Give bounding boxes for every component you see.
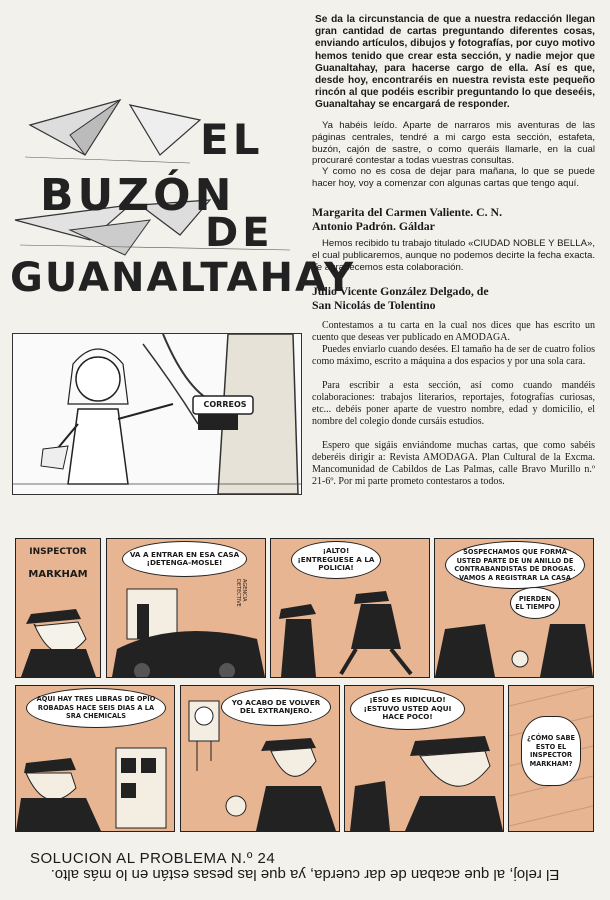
correos-sign: CORREOS: [203, 400, 247, 409]
comic-panel-8: [508, 685, 594, 832]
agency-sign: AGENCIA DETECTIVE: [235, 579, 247, 607]
illustration-mailbox: [12, 333, 302, 495]
comic-title-2: MARKHAM: [28, 569, 88, 580]
bubble-panel-2: VA A ENTRAR EN ESA CASA ¡DETENGA-MOSLE!: [122, 541, 247, 577]
letter1-name2: Antonio Padrón. Gáldar: [312, 219, 435, 233]
letter2-p2: Puedes enviarlo cuando desées. El tamaño ha de ser de cuatro folios como máximo, escrito a máquina a dos espacios y por una sola cara.: [312, 344, 595, 367]
letter2-p4: Espero que sigáis enviándome muchas cartas, que como sabéis deberéis dirigir a: Revista AMODAGA. Plan Cultural de la Excma. Mancomunidad de Cabildos de Las Palmas, calle Bravo Murillo n.º 21-6º. Por mi parte prometo contestaros a todos.: [312, 440, 595, 487]
bubble-panel-7: ¡ESO ES RIDICULO! ¡ESTUVO USTED AQUI HACE POCO!: [350, 688, 465, 730]
solution-text-upside-down: El reloj, al que acaban de dar cuerda, ya que las pesas están en lo más alto.: [50, 866, 560, 883]
girl-and-tree-drawing: [13, 334, 301, 494]
section-logo: [10, 95, 356, 310]
comic-panel-4: [434, 538, 594, 678]
interrogation-drawing: [435, 609, 593, 677]
comic-panel-6: [180, 685, 340, 832]
paragraph-2: Y como no es cosa de dejar para mañana, lo que se puede hacer hoy, voy a comenzar con algunas cartas que tengo aquí.: [312, 166, 595, 189]
comic-panel-7: [344, 685, 504, 832]
markham-drawing: [345, 726, 503, 831]
paragraph-1: Ya habéis leído. Aparte de narraros mis aventuras de las páginas centrales, tendré a mi cargo esta sección, estafeta, buzón, cajón de sastre, o como queráis llamarle, en la cual procuraré contestar a todas vuestras consultas.: [312, 120, 595, 167]
comic-panel-5: [15, 685, 175, 832]
letter2-p3: Para escribir a esta sección, así como cuando mandéis colaboraciones: trabajos literarios, reportajes, fotografías curiosas, etc... debéis poner aparte de vuestro nombre, edad y domicilio, el nombre del colegio donde cursáis estudios.: [312, 380, 595, 427]
intro-text: Se da la circunstancia de que a nuestra redacción llegan gran cantidad de cartas preguntando diferentes cosas, enviando artículos, dibujos y fotografías, por cuyo motivo hemos tenido que crear esta sección, y nadie mejor que Guanaltahay, para hacerse cargo de ella. Así es que, desde hoy, encontraréis en nuestra revista este pequeño rincón al que podéis escribir preguntando lo que deseéis, Guanaltahay se encargará de responder.: [315, 14, 595, 111]
chase-drawing: [271, 579, 429, 677]
logo-el: EL: [200, 115, 264, 164]
bubble-panel-4b: PIERDEN EL TIEMPO: [510, 587, 560, 619]
comic-panel-1: [15, 538, 101, 678]
logo-buzon: BUZÓN: [40, 170, 236, 221]
bubble-panel-3: ¡ALTO! ¡ENTREGUESE A LA POLICIA!: [291, 541, 381, 579]
letter2-name2: San Nicolás de Tolentino: [312, 298, 436, 312]
bubble-panel-4: SOSPECHAMOS QUE FORMA USTED PARTE DE UN ANILLO DE CONTRABANDISTAS DE DROGAS. VAMOS A REGISTRAR LA CASA: [445, 541, 585, 589]
logo-guanaltahay: GUANALTAHAY: [10, 255, 356, 301]
opium-shelf-drawing: [16, 728, 174, 831]
letter2-p1: Contestamos a tu carta en la cual nos dices que has escrito un cuento que deseas ver publicado en AMODAGA.: [312, 320, 595, 343]
letter1-name: Margarita del Carmen Valiente. C. N.: [312, 205, 503, 219]
comic-title-1: INSPECTOR: [29, 547, 87, 557]
comic-panel-2: [106, 538, 266, 678]
bubble-panel-6: YO ACABO DE VOLVER DEL EXTRANJERO.: [221, 688, 331, 726]
solution-title: SOLUCION AL PROBLEMA N.º 24: [30, 850, 276, 867]
logo-de: DE: [205, 210, 274, 256]
suspect-clock-drawing: [181, 686, 339, 831]
comic-panel-3: [270, 538, 430, 678]
inspector-drawing: [16, 594, 100, 677]
letter1-text: Hemos recibido tu trabajo titulado «CIUDAD NOBLE Y BELLA», el cual publicaremos, aunque no podemos decirte la fecha exacta. Te agradecemos esta colaboración.: [312, 238, 595, 273]
bubble-panel-5: AQUI HAY TRES LIBRAS DE OPIO ROBADAS HACE SEIS DIAS A LA SRA CHEMICALS: [26, 688, 166, 728]
letter2-name: Julio Vicente González Delgado, de: [312, 284, 489, 298]
bubble-panel-8: ¿CÓMO SABE ESTO EL INSPECTOR MARKHAM?: [521, 716, 581, 786]
